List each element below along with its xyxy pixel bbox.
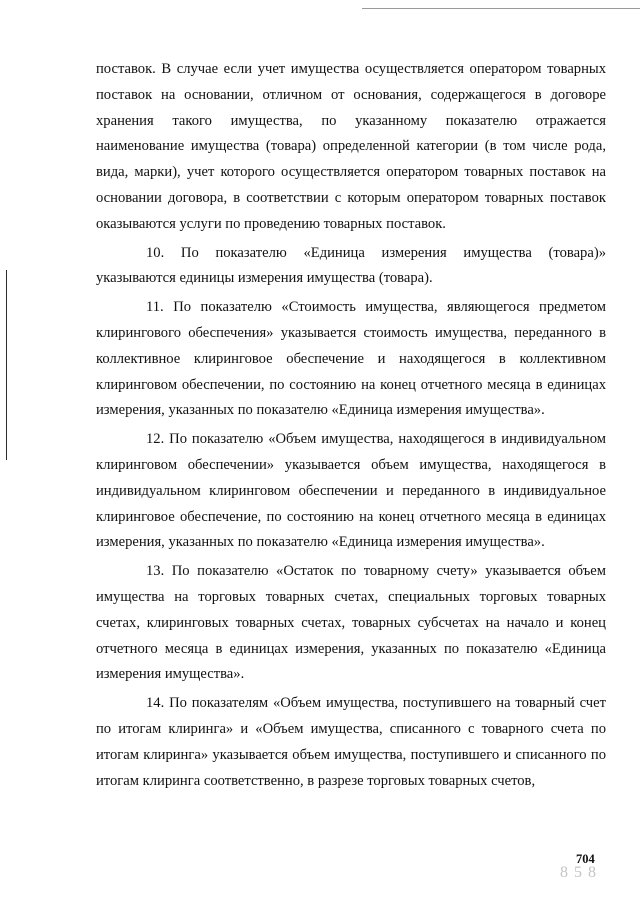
document-page	[96, 57, 606, 794]
page-number: 704	[576, 852, 595, 866]
paragraph-continuation: поставок. В случае если учет имущества осуществляется оператором товарных поставок на основании, отличном от основания, содержащегося в договоре хранения такого имущества, по указанному показателю отражается наименование имущества (товара) определенной категории (в том числе рода, вида, марки), учет которого осуществляется оператором товарных поставок на основании договора, в соответствии с которым оператором товарных поставок оказываются услуги по проведению товарных поставок.	[96, 61, 606, 232]
scan-edge-line-top	[362, 8, 640, 9]
paragraph-item-13: 13. По показателю «Остаток по товарному счету» указывается объем имущества на торговых товарных счетах, специальных торговых товарных счетах, клиринговых товарных счетах, товарных субсчетах на начало и конец отчетного месяца в единицах измерения, указанных по показателю «Единица измерения имущества».	[96, 563, 606, 683]
scan-edge-line-left	[6, 270, 7, 460]
paragraph-item-12: 12. По показателю «Объем имущества, находящегося в индивидуальном клиринговом обеспечении» указывается объем имущества, находящегося в индивидуальном клиринговом обеспечении и переданного в индивидуальное клиринговое обеспечение, по состоянию на конец отчетного месяца в единицах измерения, указанных по показателю «Единица измерения имущества».	[96, 431, 606, 551]
faded-stamp: 8 5 8	[560, 864, 597, 881]
paragraph-item-10: 10. По показателю «Единица измерения имущества (товара)» указываются единицы измерения имущества (товара).	[96, 244, 606, 287]
paragraph-item-14: 14. По показателям «Объем имущества, поступившего на товарный счет по итогам клиринга» и «Объем имущества, списанного с товарного счета по итогам клиринга» указывается объем имущества, поступившего и списанного по итогам клиринга соответственно, в разрезе торговых товарных счетов,	[96, 695, 606, 789]
paragraph-item-11: 11. По показателю «Стоимость имущества, являющегося предметом клирингового обеспечения» указывается стоимость имущества, переданного в коллективное клиринговое обеспечение и находящегося в коллективном клиринговом обеспечении, по состоянию на конец отчетного месяца в единицах измерения, указанных по показателю «Единица измерения имущества».	[96, 299, 606, 419]
